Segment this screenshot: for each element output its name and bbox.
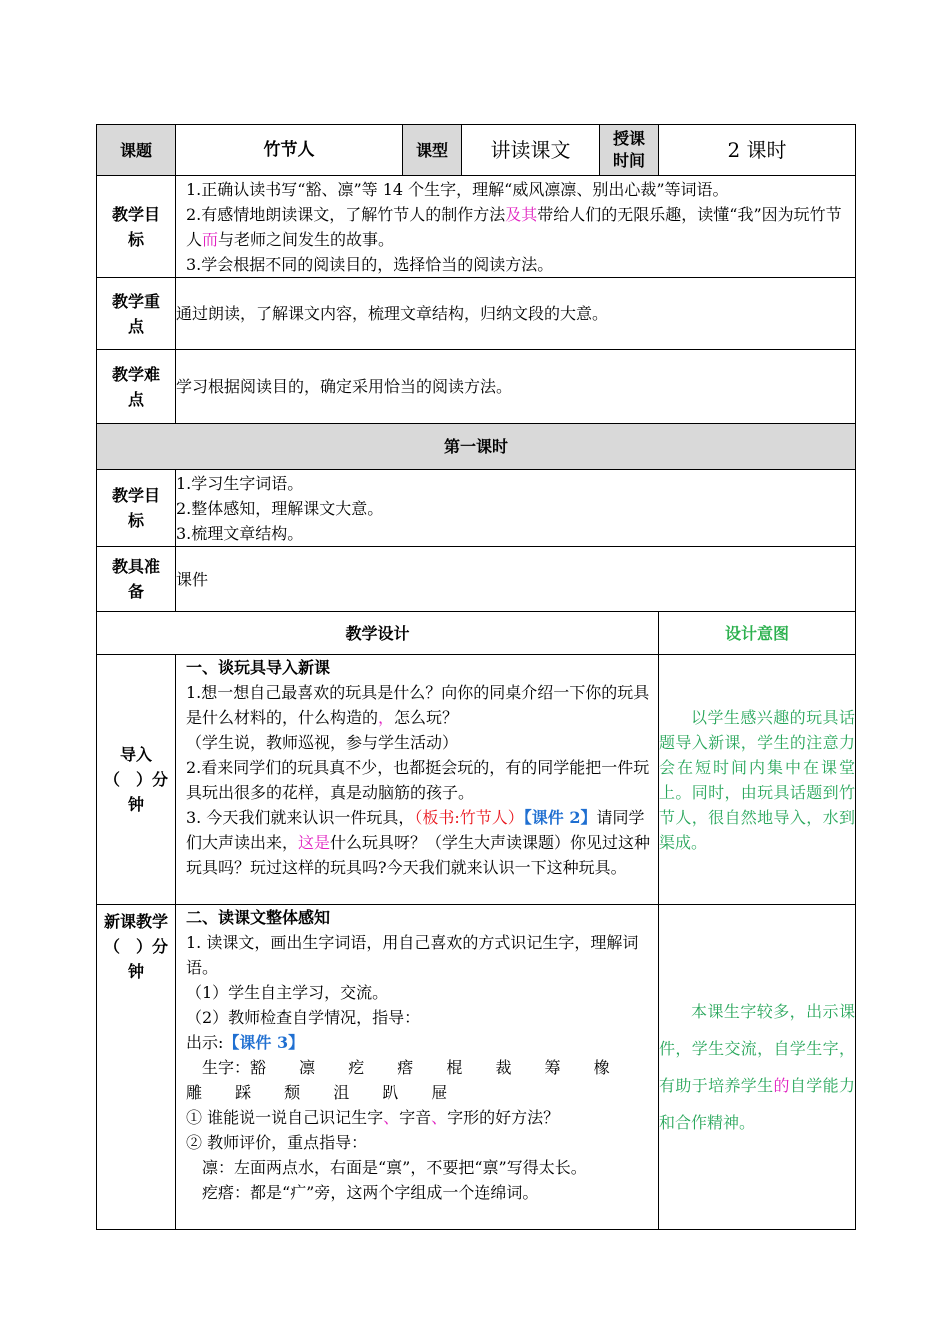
section2-content <box>176 905 659 1230</box>
section1-content <box>176 655 659 905</box>
type-label: 课型 <box>403 125 462 176</box>
section2-p1: 1. 读课文，画出生字词语，用自己喜欢的方式识记生字，理解词语。 <box>186 933 639 977</box>
section1-title: 一、谈玩具导入新课 <box>186 658 331 677</box>
section2-p6: ① 谁能说一说自己识记生字、字音、字形的好方法？ <box>186 1108 560 1127</box>
section2-intent: 本课生字较多，出示课件，学生交流，自学生字，有助于培养学生的自学能力和合作精神。 <box>659 905 856 1230</box>
lesson1-goal-2: 2.整体感知，理解课文大意。 <box>176 498 384 518</box>
section2-title: 二、读课文整体感知 <box>186 908 331 927</box>
section1-p4: 3. 今天我们就来认识一件玩具，（板书:竹节人）【课件 2】请同学们大声读出来，这是什么玩具呀？（学生大声读课题）你见过这种玩具吗？玩过这样的玩具吗?今天我们就来认识一下这种玩具。 <box>186 808 651 877</box>
goals-content <box>176 176 856 278</box>
lesson1-goals-content <box>176 470 856 547</box>
topic-value: 竹节人 <box>176 125 403 176</box>
tools-value: 课件 <box>176 547 856 612</box>
time-label: 授课时间 <box>600 125 659 176</box>
design-header-left: 教学设计 <box>97 612 659 655</box>
tools-label: 教具准备 <box>97 547 176 612</box>
goal-line-1: 1.正确认读书写“豁、凛”等 14 个生字，理解“威风凛凛、别出心裁”等词语。 <box>186 179 729 199</box>
section2-p4: 出示:【课件 3】 <box>186 1033 305 1052</box>
difficulties-label: 教学难点 <box>97 350 176 424</box>
section2-p5: 生字：豁 凛 疙 瘩 棍 裁 筹 橡 雕 踩 颓 沮 趴 屉 <box>186 1058 624 1102</box>
section1-label: 导入（ ）分钟 <box>97 655 176 905</box>
section2-label: 新课教学（ ）分钟 <box>97 905 176 1230</box>
key-points-label: 教学重点 <box>97 278 176 350</box>
lesson1-title: 第一课时 <box>97 424 856 470</box>
section2-p7: ② 教师评价，重点指导： <box>186 1133 368 1152</box>
section1-p2: （学生说，教师巡视，参与学生活动） <box>186 733 459 752</box>
time-value: 2 课时 <box>659 125 856 176</box>
lesson1-goal-1: 1.学习生字词语。 <box>176 473 304 493</box>
lesson1-goal-3: 3.梳理文章结构。 <box>176 523 304 543</box>
lesson-plan-table <box>96 124 856 1230</box>
difficulties-text: 学习根据阅读目的，确定采用恰当的阅读方法。 <box>176 350 856 424</box>
section2-p8: 凛：左面两点水，右面是“禀”，不要把“禀”写得太长。 <box>202 1158 587 1177</box>
lesson1-goals-label: 教学目标 <box>97 470 176 547</box>
section2-p3: （2）教师检查自学情况，指导： <box>186 1008 421 1027</box>
key-points-text: 通过朗读，了解课文内容，梳理文章结构，归纳文段的大意。 <box>176 278 856 350</box>
section1-p1: 1.想一想自己最喜欢的玩具是什么？向你的同桌介绍一下你的玩具是什么材料的，什么构造的，怎么玩？ <box>186 683 650 727</box>
section2-p9: 疙瘩：都是“疒”旁，这两个字组成一个连绵词。 <box>202 1183 539 1202</box>
section1-p3: 2.看来同学们的玩具真不少，也都挺会玩的，有的同学能把一件玩具玩出很多的花样，真是动脑筋的孩子。 <box>186 758 650 802</box>
section2-p2: （1）学生自主学习，交流。 <box>186 983 389 1002</box>
header-row <box>97 125 856 176</box>
difficulties-row <box>97 350 856 424</box>
tools-row <box>97 547 856 612</box>
key-points-row <box>97 278 856 350</box>
design-header-row <box>97 612 856 655</box>
topic-label: 课题 <box>97 125 176 176</box>
goals-label: 教学目标 <box>97 176 176 278</box>
goal-line-2: 2.有感情地朗读课文，了解竹节人的制作方法及其带给人们的无限乐趣，读懂“我”因为玩竹节人而与老师之间发生的故事。 <box>186 204 842 249</box>
goals-row <box>97 176 856 278</box>
design-header-right: 设计意图 <box>659 612 856 655</box>
section2-row <box>97 905 856 1230</box>
section1-intent: 以学生感兴趣的玩具话题导入新课，学生的注意力会在短时间内集中在课堂上。同时，由玩具话题到竹节人，很自然地导入，水到渠成。 <box>659 655 856 905</box>
lesson1-row <box>97 424 856 470</box>
goal-line-3: 3.学会根据不同的阅读目的，选择恰当的阅读方法。 <box>186 254 554 274</box>
lesson1-goals-row <box>97 470 856 547</box>
section1-row <box>97 655 856 905</box>
type-value: 讲读课文 <box>462 125 600 176</box>
